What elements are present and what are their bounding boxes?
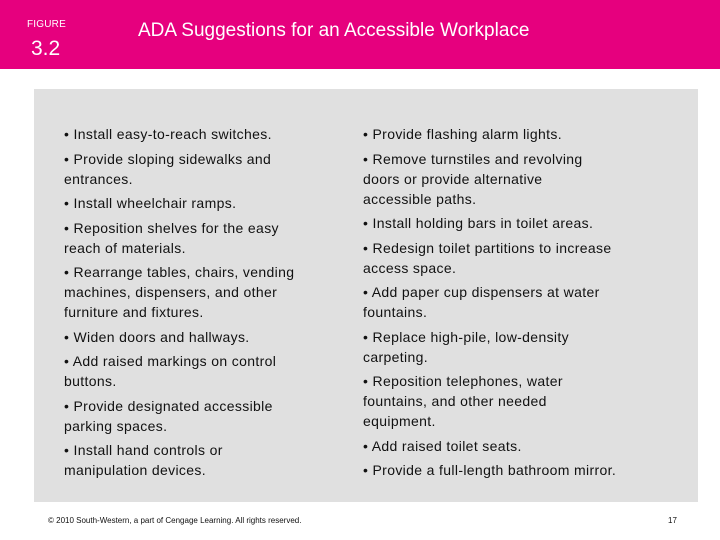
figure-number: 3.2 (31, 37, 61, 60)
bullet-line: • Add paper cup dispensers at water (363, 284, 600, 300)
bullet-line: equipment. (363, 413, 436, 429)
content-panel (34, 89, 698, 502)
bullet-line: • Reposition shelves for the easy (64, 219, 279, 236)
bullet-item (363, 436, 683, 456)
bullet-line: carpeting. (363, 348, 428, 365)
bullet-line: entrances. (64, 170, 133, 187)
bullet-line: • Rearrange tables, chairs, vending (64, 264, 295, 280)
bullet-line: • Add raised toilet seats. (363, 437, 522, 454)
bullet-line: parking spaces. (64, 417, 168, 434)
left-bullet-list (64, 124, 354, 485)
bullet-line: manipulation devices. (64, 462, 206, 478)
bullet-item (363, 124, 683, 144)
bullet-line: • Widen doors and hallways. (64, 328, 250, 345)
bullet-line: fountains. (363, 304, 428, 320)
bullet-item (363, 149, 683, 209)
bullet-line: machines, dispensers, and other (64, 284, 278, 300)
bullet-item (363, 213, 683, 233)
bullet-line: • Replace high-pile, low-density (363, 328, 569, 345)
bullet-item (363, 460, 683, 480)
bullet-line: • Remove turnstiles and revolving (363, 150, 583, 167)
figure-label: FIGURE (27, 19, 66, 30)
bullet-line: access space. (363, 259, 457, 276)
bullet-item (64, 262, 354, 322)
bullet-item (363, 327, 683, 367)
bullet-item (363, 238, 683, 278)
bullet-line: • Provide a full-length bathroom mirror. (363, 462, 617, 478)
bullet-item (64, 396, 354, 436)
bullet-line: reach of materials. (64, 239, 186, 256)
bullet-item (363, 371, 683, 431)
bullet-item (64, 149, 354, 189)
bullet-line: doors or provide alternative (363, 170, 543, 187)
bullet-item (64, 124, 354, 144)
bullet-line: accessible paths. (363, 190, 477, 207)
bullet-line: • Provide designated accessible (64, 397, 273, 414)
bullet-line: fountains, and other needed (363, 393, 547, 409)
page-title: ADA Suggestions for an Accessible Workplace (138, 20, 530, 41)
bullet-item (64, 218, 354, 258)
bullet-line: • Add raised markings on control (64, 353, 277, 369)
bullet-item (64, 327, 354, 347)
copyright-note: © 2010 South-Western, a part of Cengage Learning. All rights reserved. (48, 516, 302, 525)
bullet-line: • Install holding bars in toilet areas. (363, 215, 594, 231)
bullet-line: • Install wheelchair ramps. (64, 195, 237, 211)
bullet-line: buttons. (64, 373, 117, 389)
right-bullet-list (363, 124, 683, 485)
bullet-line: • Redesign toilet partitions to increase (363, 239, 612, 256)
bullet-line: • Provide flashing alarm lights. (363, 126, 562, 142)
bullet-line: furniture and fixtures. (64, 304, 204, 320)
bullet-line: • Install easy-to-reach switches. (64, 126, 272, 142)
bullet-line: • Reposition telephones, water (363, 373, 563, 389)
bullet-item (363, 282, 683, 322)
bullet-item (64, 193, 354, 213)
bullet-item (64, 440, 354, 480)
bullet-item (64, 351, 354, 391)
page-number: 17 (668, 516, 677, 525)
bullet-line: • Install hand controls or (64, 442, 223, 458)
bullet-line: • Provide sloping sidewalks and (64, 150, 272, 167)
